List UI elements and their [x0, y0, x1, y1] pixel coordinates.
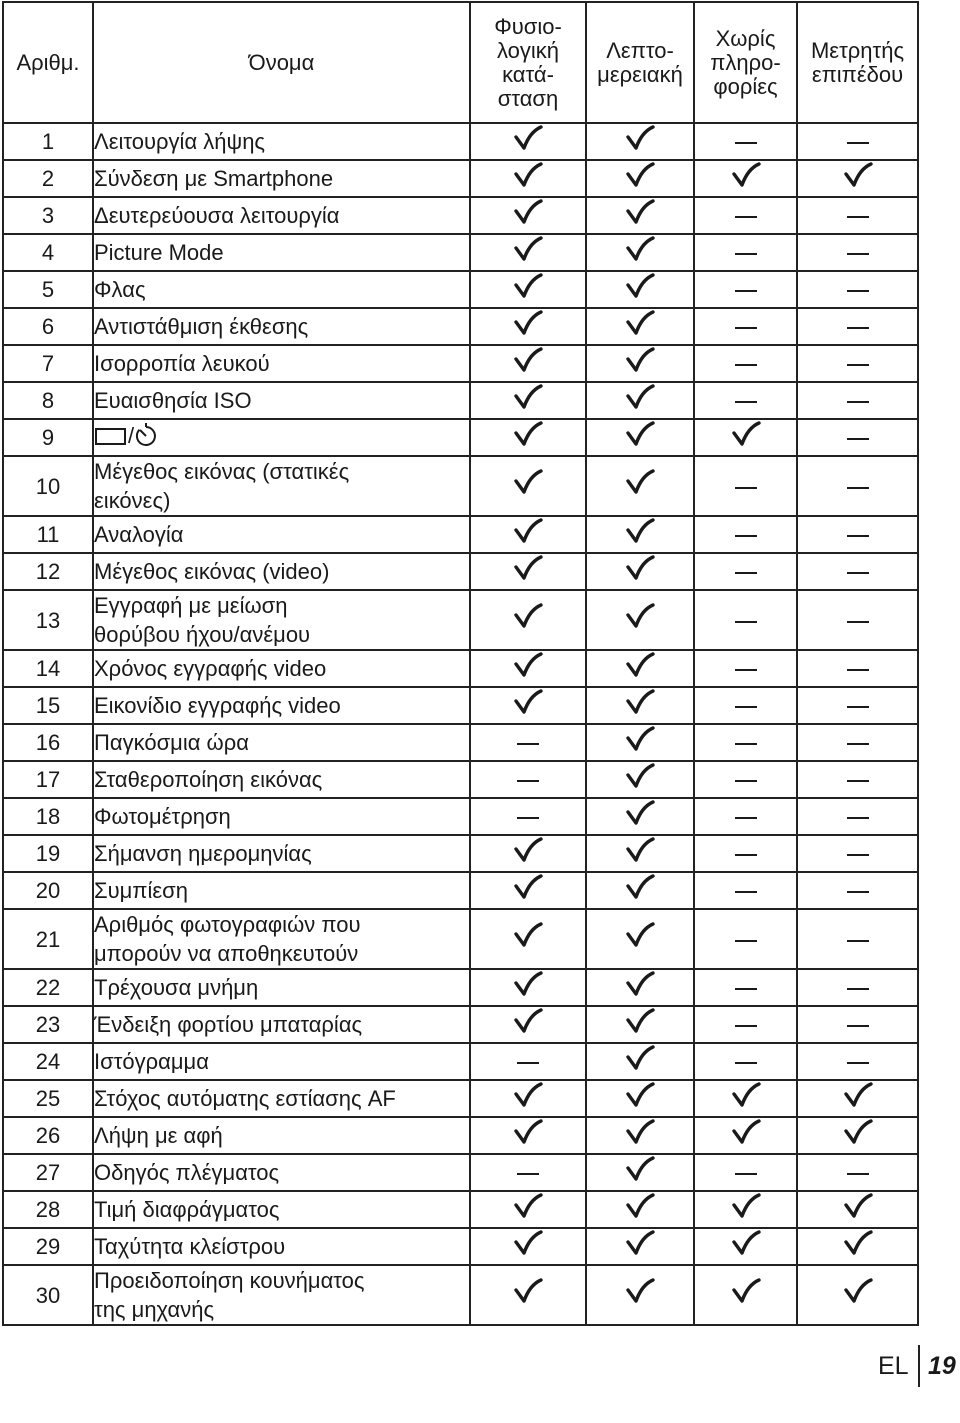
dash-icon — [470, 724, 586, 761]
check-icon — [470, 1228, 586, 1265]
row-name: Σταθεροποίηση εικόνας — [93, 761, 470, 798]
check-icon — [586, 724, 694, 761]
check-icon — [586, 382, 694, 419]
dash-icon — [797, 969, 918, 1006]
check-icon — [586, 345, 694, 382]
check-icon — [470, 835, 586, 872]
check-icon — [586, 456, 694, 516]
table-row — [3, 1154, 918, 1191]
check-icon — [470, 590, 586, 650]
row-name: Ένδειξη φορτίου μπαταρίας — [93, 1006, 470, 1043]
table-row — [3, 553, 918, 590]
check-icon — [586, 271, 694, 308]
header-level-gauge: Μετρητής επιπέδου — [797, 2, 918, 123]
check-icon — [470, 160, 586, 197]
dash-icon — [694, 123, 797, 160]
row-number: 19 — [3, 835, 93, 872]
check-icon — [470, 872, 586, 909]
row-name: Μέγεθος εικόνας (video) — [93, 553, 470, 590]
check-icon — [470, 382, 586, 419]
dash-icon — [694, 909, 797, 969]
dash-icon — [694, 516, 797, 553]
drive-mode-icon — [94, 423, 128, 453]
check-icon — [470, 456, 586, 516]
page-footer — [866, 1345, 960, 1387]
check-icon — [586, 123, 694, 160]
check-icon — [797, 1265, 918, 1325]
check-icon — [586, 1228, 694, 1265]
check-icon — [586, 1154, 694, 1191]
check-icon — [694, 160, 797, 197]
check-icon — [694, 419, 797, 456]
row-number: 3 — [3, 197, 93, 234]
row-name: Λειτουργία λήψης — [93, 123, 470, 160]
display-items-table — [2, 1, 919, 1326]
row-number: 2 — [3, 160, 93, 197]
header-name: Όνομα — [93, 2, 470, 123]
table-row — [3, 761, 918, 798]
table-row — [3, 234, 918, 271]
header-number: Αριθμ. — [3, 2, 93, 123]
dash-icon — [470, 761, 586, 798]
dash-icon — [797, 1043, 918, 1080]
row-number: 9 — [3, 419, 93, 456]
row-name: Σήμανση ημερομηνίας — [93, 835, 470, 872]
check-icon — [470, 553, 586, 590]
row-name: Ισορροπία λευκού — [93, 345, 470, 382]
check-icon — [586, 516, 694, 553]
row-name: Οδηγός πλέγματος — [93, 1154, 470, 1191]
check-icon — [470, 271, 586, 308]
dash-icon — [694, 872, 797, 909]
check-icon — [470, 1265, 586, 1325]
dash-icon — [694, 553, 797, 590]
check-icon — [470, 234, 586, 271]
table-row — [3, 909, 918, 969]
check-icon — [586, 1117, 694, 1154]
row-number: 20 — [3, 872, 93, 909]
check-icon — [694, 1265, 797, 1325]
row-name: Ιστόγραμμα — [93, 1043, 470, 1080]
table-row — [3, 1265, 918, 1325]
row-number: 8 — [3, 382, 93, 419]
footer-divider — [918, 1345, 920, 1387]
check-icon — [694, 1080, 797, 1117]
dash-icon — [797, 197, 918, 234]
table-row — [3, 456, 918, 516]
dash-icon — [694, 969, 797, 1006]
table-row — [3, 382, 918, 419]
row-number: 7 — [3, 345, 93, 382]
table-row — [3, 687, 918, 724]
check-icon — [586, 197, 694, 234]
table-row — [3, 1043, 918, 1080]
check-icon — [586, 798, 694, 835]
dash-icon — [694, 650, 797, 687]
dash-icon — [797, 798, 918, 835]
table-row — [3, 969, 918, 1006]
check-icon — [586, 160, 694, 197]
row-name: Χρόνος εγγραφής video — [93, 650, 470, 687]
dash-icon — [797, 872, 918, 909]
row-name: Picture Mode — [93, 234, 470, 271]
check-icon — [586, 1080, 694, 1117]
check-icon — [470, 345, 586, 382]
dash-icon — [694, 456, 797, 516]
dash-icon — [694, 382, 797, 419]
check-icon — [586, 872, 694, 909]
check-icon — [586, 419, 694, 456]
table-row — [3, 271, 918, 308]
check-icon — [470, 1117, 586, 1154]
row-number: 11 — [3, 516, 93, 553]
check-icon — [470, 687, 586, 724]
dash-icon — [470, 1154, 586, 1191]
row-name: Στόχος αυτόματης εστίασης AF — [93, 1080, 470, 1117]
dash-icon — [797, 1006, 918, 1043]
table-row — [3, 1080, 918, 1117]
dash-icon — [797, 345, 918, 382]
check-icon — [586, 1043, 694, 1080]
dash-icon — [797, 761, 918, 798]
dash-icon — [797, 650, 918, 687]
row-number: 25 — [3, 1080, 93, 1117]
table-row — [3, 724, 918, 761]
dash-icon — [797, 271, 918, 308]
row-number: 16 — [3, 724, 93, 761]
check-icon — [797, 160, 918, 197]
dash-icon — [797, 516, 918, 553]
table-body — [3, 123, 918, 1325]
row-number: 22 — [3, 969, 93, 1006]
table-row — [3, 1228, 918, 1265]
check-icon — [470, 516, 586, 553]
row-number: 23 — [3, 1006, 93, 1043]
dash-icon — [694, 724, 797, 761]
check-icon — [586, 553, 694, 590]
dash-icon — [797, 382, 918, 419]
table-row — [3, 345, 918, 382]
page-number: 19 — [928, 1352, 956, 1380]
self-timer-icon — [134, 423, 158, 453]
check-icon — [470, 197, 586, 234]
check-icon — [470, 650, 586, 687]
dash-icon — [797, 835, 918, 872]
dash-icon — [797, 456, 918, 516]
table-row — [3, 308, 918, 345]
table-row — [3, 872, 918, 909]
row-name — [93, 419, 470, 456]
table-row — [3, 516, 918, 553]
row-number: 26 — [3, 1117, 93, 1154]
dash-icon — [797, 1154, 918, 1191]
row-number: 28 — [3, 1191, 93, 1228]
check-icon — [694, 1228, 797, 1265]
row-number: 24 — [3, 1043, 93, 1080]
table-row — [3, 419, 918, 456]
check-icon — [470, 1006, 586, 1043]
check-icon — [586, 761, 694, 798]
row-number: 15 — [3, 687, 93, 724]
row-number: 12 — [3, 553, 93, 590]
check-icon — [797, 1117, 918, 1154]
check-icon — [470, 1191, 586, 1228]
row-name: Λήψη με αφή — [93, 1117, 470, 1154]
dash-icon — [470, 1043, 586, 1080]
row-name: Τρέχουσα μνήμη — [93, 969, 470, 1006]
row-name: Σύνδεση με Smartphone — [93, 160, 470, 197]
check-icon — [586, 1191, 694, 1228]
header-row — [3, 2, 918, 123]
dash-icon — [694, 271, 797, 308]
row-name: Φλας — [93, 271, 470, 308]
row-number: 5 — [3, 271, 93, 308]
dash-icon — [797, 590, 918, 650]
dash-icon — [694, 798, 797, 835]
table-row — [3, 197, 918, 234]
row-name: Δευτερεύουσα λειτουργία — [93, 197, 470, 234]
dash-icon — [797, 724, 918, 761]
dash-icon — [694, 308, 797, 345]
row-number: 18 — [3, 798, 93, 835]
header-detailed-display: Λεπτο- μερειακή — [586, 2, 694, 123]
check-icon — [586, 1006, 694, 1043]
dash-icon — [797, 553, 918, 590]
row-number: 14 — [3, 650, 93, 687]
check-icon — [586, 687, 694, 724]
dash-icon — [797, 909, 918, 969]
check-icon — [470, 123, 586, 160]
header-normal-display: Φυσιο- λογική κατά- σταση — [470, 2, 586, 123]
check-icon — [470, 969, 586, 1006]
table-row — [3, 590, 918, 650]
check-icon — [586, 308, 694, 345]
dash-icon — [694, 761, 797, 798]
check-icon — [586, 969, 694, 1006]
row-name: Προειδοποίηση κουνήματος της μηχανής — [93, 1265, 470, 1325]
dash-icon — [694, 1006, 797, 1043]
row-number: 27 — [3, 1154, 93, 1191]
table-row — [3, 835, 918, 872]
row-number: 21 — [3, 909, 93, 969]
row-name: Τιμή διαφράγματος — [93, 1191, 470, 1228]
row-number: 17 — [3, 761, 93, 798]
row-name: Ταχύτητα κλείστρου — [93, 1228, 470, 1265]
check-icon — [470, 419, 586, 456]
table-row — [3, 650, 918, 687]
table-row — [3, 160, 918, 197]
row-name: Μέγεθος εικόνας (στατικές εικόνες) — [93, 456, 470, 516]
row-number: 30 — [3, 1265, 93, 1325]
dash-icon — [797, 308, 918, 345]
check-icon — [470, 909, 586, 969]
row-number: 6 — [3, 308, 93, 345]
check-icon — [586, 234, 694, 271]
row-number: 29 — [3, 1228, 93, 1265]
row-name: Φωτομέτρηση — [93, 798, 470, 835]
check-icon — [694, 1191, 797, 1228]
table-row — [3, 798, 918, 835]
dash-icon — [694, 345, 797, 382]
table-row — [3, 1006, 918, 1043]
row-name: Παγκόσμια ώρα — [93, 724, 470, 761]
row-number: 10 — [3, 456, 93, 516]
row-name: Ευαισθησία ISO — [93, 382, 470, 419]
row-name: Αριθμός φωτογραφιών που μπορούν να αποθηκευτούν — [93, 909, 470, 969]
check-icon — [586, 909, 694, 969]
row-name-separator: / — [128, 423, 135, 449]
row-number: 4 — [3, 234, 93, 271]
header-no-info: Χωρίς πληρο- φορίες — [694, 2, 797, 123]
row-number: 1 — [3, 123, 93, 160]
row-name: Αναλογία — [93, 516, 470, 553]
check-icon — [797, 1080, 918, 1117]
dash-icon — [694, 234, 797, 271]
check-icon — [586, 1265, 694, 1325]
dash-icon — [694, 590, 797, 650]
dash-icon — [797, 123, 918, 160]
check-icon — [586, 590, 694, 650]
check-icon — [586, 835, 694, 872]
check-icon — [797, 1191, 918, 1228]
table-row — [3, 1191, 918, 1228]
check-icon — [586, 650, 694, 687]
row-number: 13 — [3, 590, 93, 650]
dash-icon — [694, 1043, 797, 1080]
table-row — [3, 123, 918, 160]
row-name: Εγγραφή με μείωση θορύβου ήχου/ανέμου — [93, 590, 470, 650]
check-icon — [470, 1080, 586, 1117]
dash-icon — [797, 419, 918, 456]
dash-icon — [694, 835, 797, 872]
row-name: Εικονίδιο εγγραφής video — [93, 687, 470, 724]
check-icon — [797, 1228, 918, 1265]
dash-icon — [694, 197, 797, 234]
table-row — [3, 1117, 918, 1154]
row-name: Συμπίεση — [93, 872, 470, 909]
dash-icon — [797, 687, 918, 724]
dash-icon — [797, 234, 918, 271]
check-icon — [470, 308, 586, 345]
dash-icon — [694, 1154, 797, 1191]
check-icon — [694, 1117, 797, 1154]
dash-icon — [470, 798, 586, 835]
dash-icon — [694, 687, 797, 724]
language-code: EL — [878, 1352, 909, 1380]
row-name: Αντιστάθμιση έκθεσης — [93, 308, 470, 345]
